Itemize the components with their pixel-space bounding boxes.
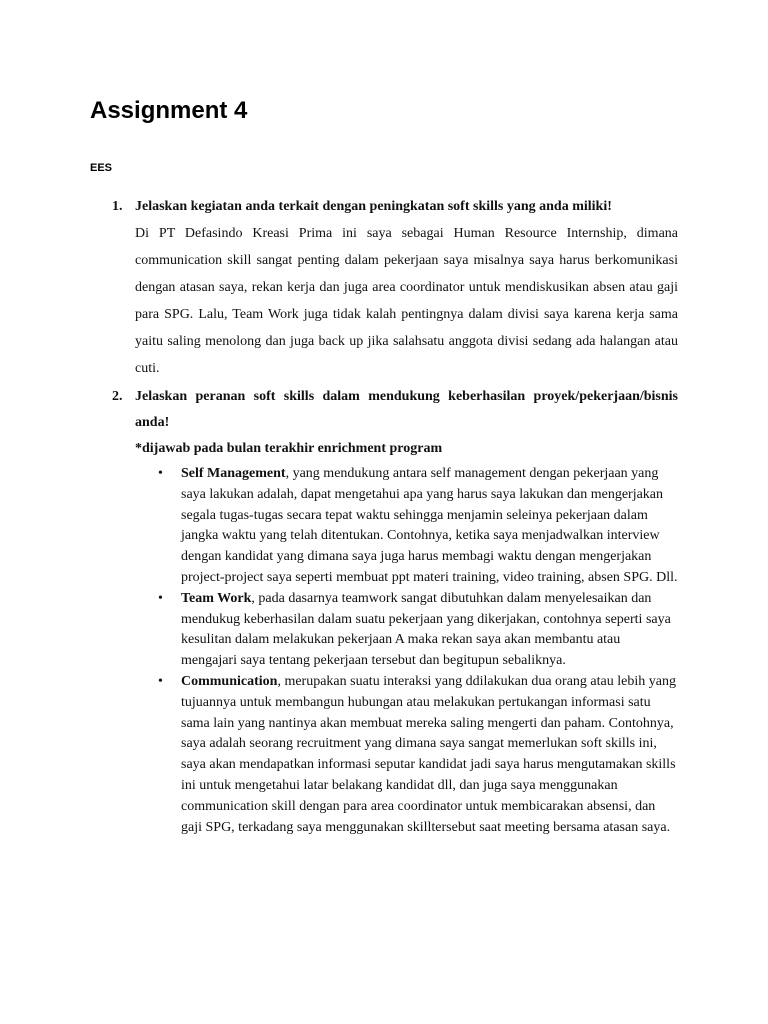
list-item <box>158 589 678 672</box>
list-item <box>158 672 678 838</box>
bullet-term: Team Work <box>181 590 252 606</box>
bullet-term: Self Management <box>181 466 286 481</box>
bullet-term: Communication <box>181 673 278 689</box>
bullet-text: , yang mendukung antara self management dengan pekerjaan yang saya lakukan adalah, dapat mengetahui apa yang harus saya lakukan dan mengerjakan segala tugas-tugas secara tepat waktu sehingga menjamin seleinya pekerjaan dalam jangka waktu yang telah ditentukan. Contohnya, ketika saya menjadwalkan interview dengan kandidat yang dimana saya juga harus membagi waktu dengan mengerjakan project-project saya seperti membuat ppt materi training, video training, absen SPG. Dll. <box>181 466 678 585</box>
bullet-icon: • <box>158 590 163 606</box>
bullet-text: , pada dasarnya teamwork sangat dibutuhkan dalam menyelesaikan dan mendukug keberhasilan dalam suatu pekerjaan yang dikerjakan, contohnya seperti saya kesulitan dalam melakukan pekerjaan A maka rekan saya akan membantu atau mengajari saya tentang pekerjaan tersebut dan begitupun sebaliknya. <box>181 590 671 669</box>
bullet-icon: • <box>158 673 163 689</box>
question-title: Jelaskan kegiatan anda terkait dengan peningkatan soft skills yang anda miliki! <box>135 199 612 214</box>
page-title: Assignment 4 <box>90 97 248 124</box>
bullet-list <box>135 464 678 838</box>
document-body <box>90 194 678 838</box>
question-2 <box>90 384 678 838</box>
question-answer: Di PT Defasindo Kreasi Prima ini saya sebagai Human Resource Internship, dimana communication skill sangat penting dalam pekerjaan saya misalnya saya harus berkomunikasi dengan atasan saya, rekan kerja dan juga area coordinator untuk mendiskusikan absen atau gaji para SPG. Lalu, Team Work juga tidak kalah pentingnya dalam divisi saya karena kerja sama yaitu saling menolong dan juga back up jika salahsatu anggota divisi sedang ada halangan atau cuti. <box>135 226 678 376</box>
question-title: Jelaskan peranan soft skills dalam mendukung keberhasilan proyek/pekerjaan/bisnis anda! <box>135 389 678 430</box>
question-number: 2. <box>112 389 123 404</box>
list-item <box>158 464 678 589</box>
bullet-icon: • <box>158 466 163 481</box>
page-subtitle: EES <box>90 162 113 174</box>
question-note: *dijawab pada bulan terakhir enrichment program <box>135 441 443 456</box>
question-number: 1. <box>112 199 123 214</box>
question-1 <box>90 194 678 382</box>
bullet-text: , merupakan suatu interaksi yang ddilakukan dua orang atau lebih yang tujuannya untuk membangun hubungan atau melakukan pertukangan informasi satu sama lain yang nantinya akan membuat mereka saling mengerti dan paham. Contohnya, saya adalah seorang recruitment yang dimana saya sangat memerlukan soft skills ini, saya akan mendapatkan informasi seputar kandidat jadi saya harus mengutamakan skills ini untuk mengetahui latar belakang kandidat dll, dan juga saya menggunakan communication skill dengan para area coordinator untuk membicarakan absensi, dan gaji SPG, terkadang saya menggunakan skilltersebut saat meeting bersama atasan saya. <box>181 673 676 835</box>
